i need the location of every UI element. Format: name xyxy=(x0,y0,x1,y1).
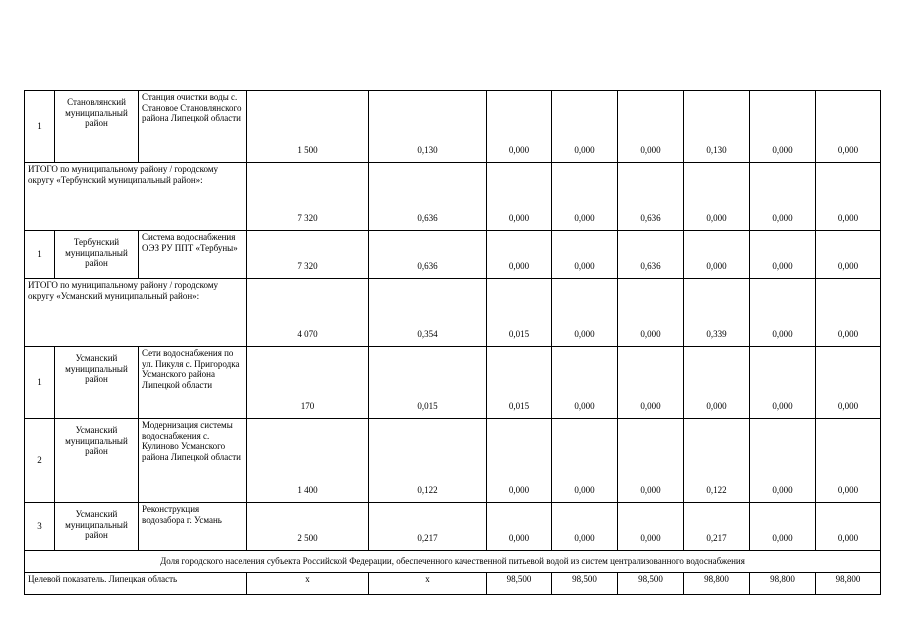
target-value: 98,800 xyxy=(750,573,816,595)
value-cell: 0,122 xyxy=(684,419,750,503)
table-row xyxy=(25,503,881,551)
value-cell: 0,122 xyxy=(369,419,487,503)
target-value: 98,500 xyxy=(552,573,618,595)
value-cell: 1 500 xyxy=(247,91,369,163)
target-row xyxy=(25,573,881,595)
target-value: 98,500 xyxy=(618,573,684,595)
data-table xyxy=(24,90,881,595)
value-cell: 0,636 xyxy=(618,163,684,231)
value-cell: 0,000 xyxy=(750,279,816,347)
target-value: 98,800 xyxy=(816,573,881,595)
value-cell: 2 500 xyxy=(247,503,369,551)
indicator-row xyxy=(25,551,881,573)
object-cell: Станция очистки воды с. Становое Становлянского района Липецкой области xyxy=(139,91,247,163)
value-cell: 0,000 xyxy=(750,347,816,419)
row-number: 1 xyxy=(25,231,55,279)
value-cell: 0,000 xyxy=(552,347,618,419)
district-cell: Усманский муниципальный район xyxy=(55,419,139,503)
value-cell: 0,000 xyxy=(750,163,816,231)
value-cell: 7 320 xyxy=(247,231,369,279)
value-cell: 0,000 xyxy=(618,419,684,503)
value-cell: 0,000 xyxy=(552,231,618,279)
value-cell: 0,000 xyxy=(750,419,816,503)
value-cell: 0,000 xyxy=(816,231,881,279)
row-number: 3 xyxy=(25,503,55,551)
table-row xyxy=(25,231,881,279)
value-cell: 0,000 xyxy=(816,419,881,503)
value-cell: 0,015 xyxy=(369,347,487,419)
value-cell: 0,000 xyxy=(487,231,552,279)
table-row xyxy=(25,347,881,419)
target-label: Целевой показатель. Липецкая область xyxy=(25,573,247,595)
value-cell: 0,000 xyxy=(552,163,618,231)
value-cell: 0,000 xyxy=(816,503,881,551)
table-body xyxy=(25,91,881,595)
value-cell: 0,000 xyxy=(618,279,684,347)
value-cell: 0,000 xyxy=(750,503,816,551)
value-cell: 0,000 xyxy=(816,91,881,163)
value-cell: 0,339 xyxy=(684,279,750,347)
value-cell: 0,000 xyxy=(487,163,552,231)
value-cell: 1 400 xyxy=(247,419,369,503)
value-cell: 0,636 xyxy=(369,231,487,279)
value-cell: 7 320 xyxy=(247,163,369,231)
value-cell: 0,636 xyxy=(618,231,684,279)
value-cell: 0,015 xyxy=(487,347,552,419)
value-cell: 0,217 xyxy=(684,503,750,551)
value-cell: 0,000 xyxy=(618,91,684,163)
table-row xyxy=(25,419,881,503)
target-value: x xyxy=(369,573,487,595)
total-label: ИТОГО по муниципальному району / городскому округу «Тербунский муниципальный район»: xyxy=(25,163,247,231)
value-cell: 0,000 xyxy=(552,91,618,163)
object-cell: Сети водоснабжения по ул. Пикуля с. Пригородка Усманского района Липецкой области xyxy=(139,347,247,419)
district-cell: Усманский муниципальный район xyxy=(55,503,139,551)
value-cell: 0,000 xyxy=(618,347,684,419)
value-cell: 0,000 xyxy=(618,503,684,551)
value-cell: 0,000 xyxy=(552,503,618,551)
row-number: 1 xyxy=(25,347,55,419)
value-cell: 0,000 xyxy=(684,231,750,279)
object-cell: Система водоснабжения ОЭЗ РУ ППТ «Тербуны» xyxy=(139,231,247,279)
target-value: 98,800 xyxy=(684,573,750,595)
value-cell: 0,000 xyxy=(487,91,552,163)
row-number: 1 xyxy=(25,91,55,163)
value-cell: 0,000 xyxy=(750,91,816,163)
object-cell: Модернизация системы водоснабжения с. Кулиново Усманского района Липецкой области xyxy=(139,419,247,503)
value-cell: 0,000 xyxy=(487,503,552,551)
value-cell: 0,130 xyxy=(369,91,487,163)
value-cell: 0,000 xyxy=(816,163,881,231)
district-cell: Становлянский муниципальный район xyxy=(55,91,139,163)
target-value: 98,500 xyxy=(487,573,552,595)
object-cell: Реконструкция водозабора г. Усмань xyxy=(139,503,247,551)
value-cell: 4 070 xyxy=(247,279,369,347)
value-cell: 0,000 xyxy=(816,347,881,419)
value-cell: 0,354 xyxy=(369,279,487,347)
value-cell: 0,217 xyxy=(369,503,487,551)
indicator-title: Доля городского населения субъекта Российской Федерации, обеспеченного качественной питьевой водой из систем централизованного водоснабжения xyxy=(25,551,881,573)
row-number: 2 xyxy=(25,419,55,503)
value-cell: 0,000 xyxy=(816,279,881,347)
value-cell: 0,000 xyxy=(552,419,618,503)
total-row xyxy=(25,279,881,347)
total-label: ИТОГО по муниципальному району / городскому округу «Усманский муниципальный район»: xyxy=(25,279,247,347)
district-cell: Тербунский муниципальный район xyxy=(55,231,139,279)
value-cell: 0,015 xyxy=(487,279,552,347)
value-cell: 0,130 xyxy=(684,91,750,163)
value-cell: 0,000 xyxy=(750,231,816,279)
value-cell: 0,000 xyxy=(552,279,618,347)
value-cell: 0,000 xyxy=(487,419,552,503)
value-cell: 0,636 xyxy=(369,163,487,231)
target-value: x xyxy=(247,573,369,595)
value-cell: 170 xyxy=(247,347,369,419)
district-cell: Усманский муниципальный район xyxy=(55,347,139,419)
value-cell: 0,000 xyxy=(684,347,750,419)
table-row xyxy=(25,91,881,163)
total-row xyxy=(25,163,881,231)
value-cell: 0,000 xyxy=(684,163,750,231)
